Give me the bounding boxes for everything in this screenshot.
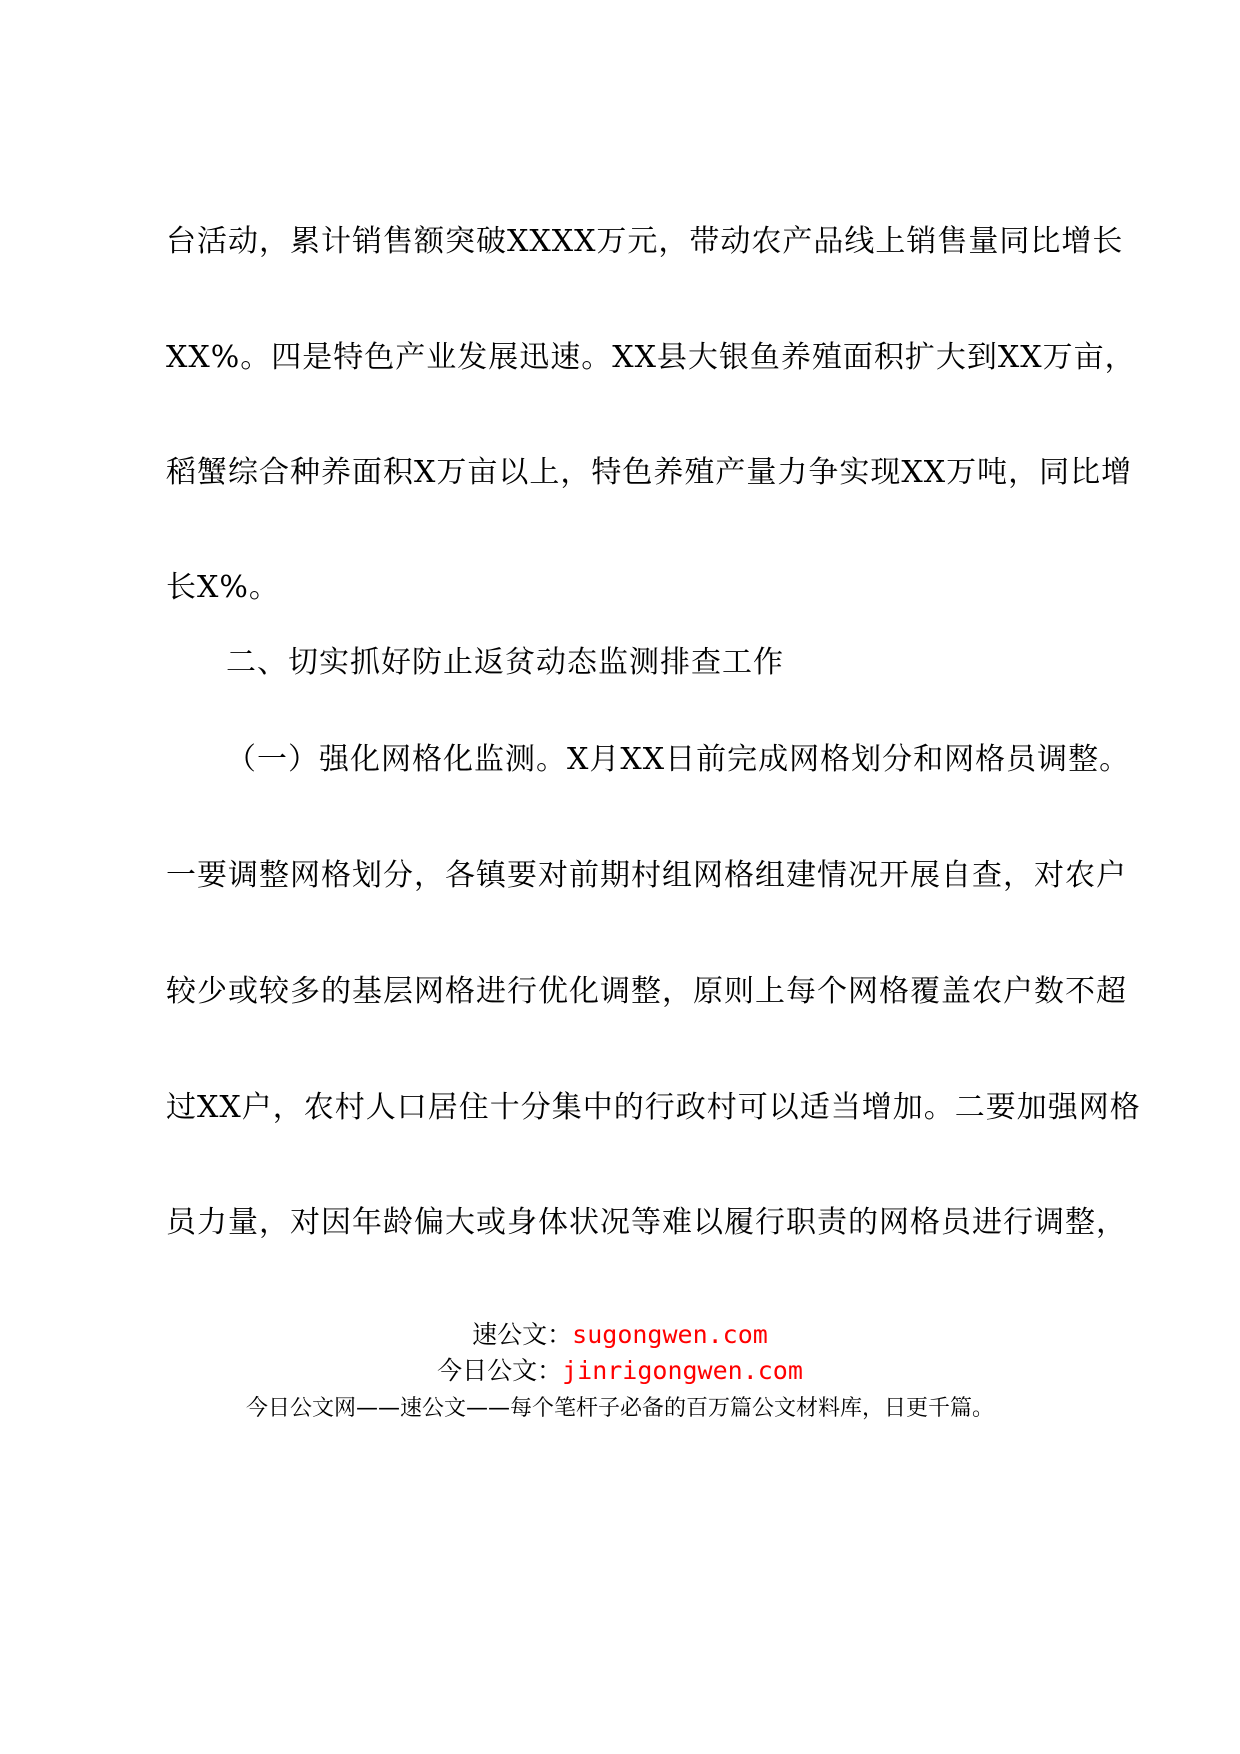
body-line-7: 一要调整网格划分，各镇要对前期村组网格组建情况开展自查，对农户 xyxy=(166,858,1127,893)
footer-site2-link[interactable]: jinrigongwen.com xyxy=(562,1356,803,1385)
section-heading: 二、切实抓好防止返贫动态监测排查工作 xyxy=(226,645,784,680)
body-line-2: XX%。四是特色产业发展迅速。XX县大银鱼养殖面积扩大到XX万亩， xyxy=(166,340,1136,375)
footer-site1-link[interactable]: sugongwen.com xyxy=(572,1320,768,1349)
body-line-1: 台活动，累计销售额突破XXXX万元，带动农产品线上销售量同比增长 xyxy=(166,224,1124,259)
body-line-3: 稻蟹综合种养面积X万亩以上，特色养殖产量力争实现XX万吨，同比增 xyxy=(166,455,1133,490)
body-line-9: 过XX户，农村人口居住十分集中的行政村可以适当增加。二要加强网格 xyxy=(166,1090,1141,1125)
body-line-4: 长X%。 xyxy=(166,570,280,605)
footer-site2 xyxy=(0,1355,1240,1387)
body-line-8: 较少或较多的基层网格进行优化调整，原则上每个网格覆盖农户数不超 xyxy=(166,974,1127,1009)
footer-site1-label: 速公文： xyxy=(472,1320,573,1349)
body-line-6: （一）强化网格化监测。X月XX日前完成网格划分和网格员调整。 xyxy=(226,742,1131,777)
body-line-10: 员力量，对因年龄偏大或身体状况等难以履行职责的网格员进行调整， xyxy=(166,1205,1127,1240)
footer-site2-label: 今日公文： xyxy=(437,1356,563,1385)
footer-site1 xyxy=(0,1319,1240,1351)
footer-slogan: 今日公文网——速公文——每个笔杆子必备的百万篇公文材料库，日更千篇。 xyxy=(245,1396,994,1421)
